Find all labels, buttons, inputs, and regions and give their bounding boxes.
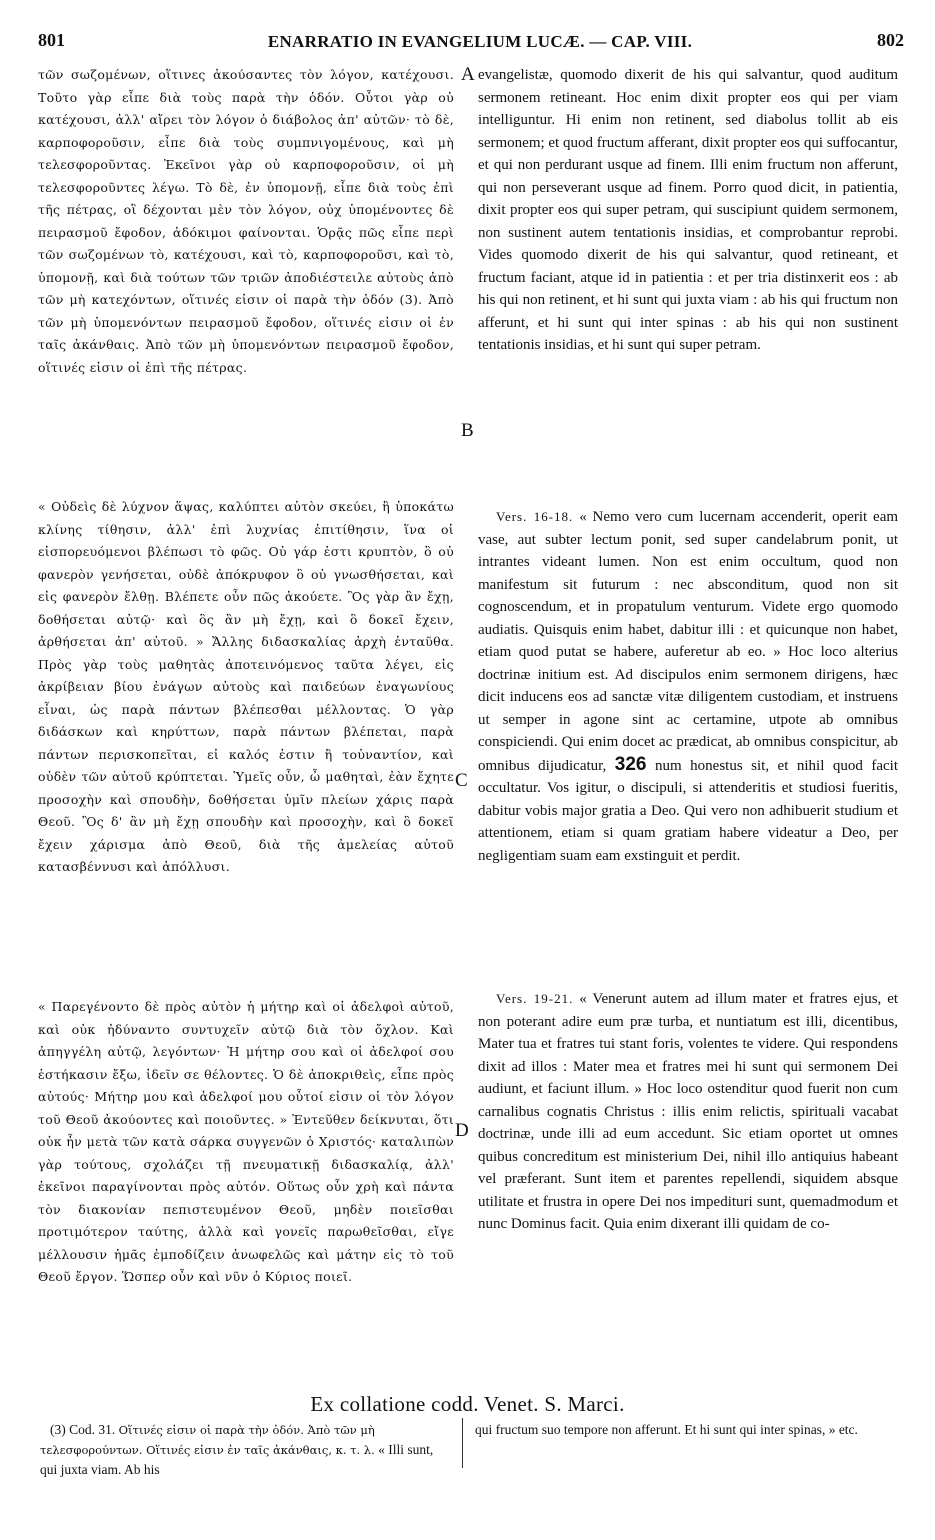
- latin-block-3: [478, 988, 898, 1236]
- footnote-3-latin: « Illi sunt, qui juxta viam. Ab his: [40, 1442, 434, 1477]
- footnote-3-continued: qui fructum suo tempore non afferunt. Et hi sunt qui inter spinas, » etc.: [475, 1422, 858, 1437]
- page-number-left: 801: [38, 30, 65, 50]
- greek-paragraph-3: « Παρεγένοντο δὲ πρὸς αὐτὸν ἡ μήτηρ καὶ οἱ ἀδελφοὶ αὐτοῦ, καὶ οὐκ ἠδύναντο συντυχεῖν αὐτῷ διὰ τὸν ὄχλον. Καὶ ἀπηγγέλη αὐτῷ, λεγόντων· Ἡ μήτηρ σου καὶ οἱ ἀδελφοί σου ἑστήκασιν ἔξω, ἰδεῖν σε θέλοντες. Ὁ δὲ ἀποκριθεὶς, εἶπε πρὸς αὐτούς· Μήτηρ μου καὶ ἀδελφοί μου οὗτοί εἰσιν οἱ τὸν λόγον τοῦ Θεοῦ ἀκούοντες καὶ ποιοῦντες. » Ἐντεῦθεν δείκνυται, ὅτι οὐκ ἦν μετὰ τῶν κατὰ σάρκα συγγενῶν ὁ Χριστός· καταλιπὼν γὰρ τούτους, σχολάζει τῇ πνευματικῇ διδασκαλίᾳ, ἀλλ' ἐκεῖνοι παραγίνονται πρὸς αὐτόν. Οὕτως οὖν χρὴ καὶ πάντα τὸν διακονίαν πεπιστευμένον Θεοῦ, μηδὲν ποιεῖσθαι προτιμότερον ταύτης, ἀλλὰ καὶ γονεῖς παρωθεῖσθαι, εἴγε μέλλουσιν ἡμᾶς ἐμποδίζειν ἀνωφελῶς καὶ μάτην εἰς τὸ τοῦ Θεοῦ ἔργον. Ὥσπερ οὖν καὶ νῦν ὁ Κύριος ποιεῖ.: [38, 999, 454, 1284]
- verse-ref-19-21: Vers. 19-21.: [496, 991, 574, 1006]
- running-header: [38, 30, 904, 60]
- greek-block-2: [38, 496, 454, 879]
- footnote-3: [40, 1420, 450, 1479]
- latin-block-1: [478, 64, 898, 357]
- margin-letter-d: D: [455, 1120, 469, 1141]
- latin-block-2: [478, 506, 898, 867]
- greek-paragraph-1: τῶν σωζομένων, οἵτινες ἀκούσαντες τὸν λόγον, κατέχουσι. Τοῦτο γὰρ εἶπε διὰ τοὺς παρὰ τὴν ὁδόν. Οὗτοι γὰρ οὐ κατέχουσι, ἀλλ' αἴρει τὸν λόγον ὁ διάβολος ἀπ' αὐτῶν· τὸ δὲ, καρποφοροῦσιν, εἶπε διὰ τοὺς συμπνιγομένους, καὶ μὴ τελεσφοροῦντας. Ἐκεῖνοι γὰρ οὐ καρποφοροῦσιν, οἱ μὴ τελεσφοροῦντες λέγω. Τὸ δὲ, ἐν ὑπομονῇ, εἶπε διὰ τοὺς ἐπὶ τῆς πέτρας, οἳ δέχονται μὲν τὸν λόγον, οὐχ ὑπομένοντες δὲ πειρασμοῦ ἔφοδον, ἀδόκιμοι φαίνονται. Ὁρᾷς πῶς εἶπε περὶ τῶν σωζομένων τὸ, κατέχουσι, καὶ τὸ, καρποφοροῦσι, καὶ τὸ, ὑπομονῇ, καὶ διὰ τούτων τῶν τριῶν ἀποδιέστειλε αὐτοὺς ἀπὸ τῶν μὴ κατεχόντων, οἵτινές εἰσιν οἱ παρὰ τὴν ὁδόν (3). Ἀπὸ τῶν μὴ ὑπομενόντων πειρασμοῦ ἔφοδον, οἵτινές εἰσιν οἱ ἐν ταῖς ἀκάνθαις. Ἀπὸ τῶν μὴ ὑπομενόντων πειρασμοῦ ἔφοδον, οἵτινές εἰσιν οἱ ἐπὶ τῆς πέτρας.: [38, 67, 454, 375]
- greek-block-3: [38, 996, 454, 1289]
- latin-paragraph-2: [478, 506, 898, 867]
- margin-letter-b: B: [461, 420, 474, 441]
- verse-ref-16-18: Vers. 16-18.: [496, 509, 574, 524]
- column-number-326: 326: [614, 753, 647, 775]
- footnote-3-greek: Οἵτινές εἰσιν οἱ παρὰ τὴν ὁδόν. Ἀπὸ τῶν μὴ τελεσφορούντων. Οἵτινές εἰσιν ἐν ταῖς ἀκάνθαις, κ. τ. λ.: [40, 1423, 375, 1457]
- latin-paragraph-2-text-a: « Nemo vero cum lucernam accenderit, operit eam vase, aut subter lectum ponit, sed super candelabrum ponit, ut intrantes videant lumen. Non est enim occultum, quod non manifestum sit futurum : nec absconditum, quod non sit cognoscendum, et in propatulum venturum. Videte ergo quomodo audiatis. Quisquis enim habet, dabitur illi : et quicunque non habet, etiam quod putat se habere, auferetur ab eo. » Hoc loco alterius doctrinæ initium est. Ad discipulos enim sermonem dirigens, hæc dicit inducens eos ad sanctæ vitæ diligentem custodiam, et instruens ut semper in agone sint ac certamine, utpote ab omnibus conspiciendi. Qui enim docet ac prædicat, ab omnibus conspicitur, ab omnibus dijudicatur,: [478, 509, 899, 774]
- page-number-right: 802: [877, 30, 904, 50]
- latin-paragraph-3-text: « Venerunt autem ad illum mater et fratres ejus, et non poterant adire eum præ turba, et nuntiatum est illi, dicentibus, Mater tua et fratres tui stant foris, volentes te videre. Qui respondens dixit ad illos : Mater mea et fratres mei hi sunt qui sermonem Dei audiunt, et faciunt illum. » Hoc loco ostenditur quod fuerit non cum carnalibus cognatis Christus : illis enim relictis, spirituali vacabat doctrinæ, unde illi ad eum accedunt. Sic etiam oportet ut omnes quibus concreditum est ministerium Dei, nihil illo antiquius habeant vel præferant. Sunt item et parentes repellendi, siquidem absque utilitate et frustra in opere Dei nos impedituri sunt, quemadmodum et nunc Dominus facit. Quia enim dixerant illi quidam de co-: [478, 991, 899, 1232]
- footnote-right: [475, 1420, 885, 1439]
- running-title: ENARRATIO IN EVANGELIUM LUCÆ. — CAP. VIII.: [267, 32, 693, 51]
- footnote-3-ref: (3) Cod. 31.: [50, 1422, 116, 1437]
- greek-block-1: [38, 64, 454, 379]
- greek-paragraph-2: « Οὐδεὶς δὲ λύχνον ἅψας, καλύπτει αὐτὸν σκεύει, ἢ ὑποκάτω κλίνης τίθησιν, ἀλλ' ἐπὶ λυχνίας ἐπιτίθησιν, ἵνα οἱ εἰσπορευόμενοι βλέπωσι τὸ φῶς. Οὐ γάρ ἐστι κρυπτὸν, ὃ οὐ φανερὸν γενήσεται, οὐδὲ ἀπόκρυφον ὃ οὐ γνωσθήσεται, καὶ εἰς φανερὸν ἔλθῃ. Βλέπετε οὖν πῶς ἀκούετε. Ὃς γὰρ ἂν ἔχῃ, δοθήσεται αὐτῷ· καὶ ὃς ἂν μὴ ἔχῃ, καὶ ὃ δοκεῖ ἔχειν, ἀρθήσεται ἀπ' αὐτοῦ. » Ἄλλης διδασκαλίας ἀρχὴ ἐνταῦθα. Πρὸς γὰρ τοὺς μαθητὰς ἀποτεινόμενος ταῦτα λέγει, εἰς ἀκρίβειαν βίου ἐνάγων αὐτοὺς καὶ παιδεύων ἐναγωνίους εἶναι, ὡς παρὰ πάντων βλέπεσθαι μέλλοντας. Ὁ γὰρ διδάσκων καὶ κηρύττων, παρὰ πάντων βλέπεται, παρὰ πάντων περισκοπεῖται, εἰ καλός ἐστιν ἢ τοὐναντίον, καὶ οὐδὲν τῶν αὐτοῦ κρύπτεται. Ὑμεῖς οὖν, ὦ μαθηταὶ, ἐὰν ἔχητε προσοχὴν καὶ σπουδὴν, δοθήσεται ὑμῖν πλείων χάρις παρὰ Θεοῦ. Ὃς δ' ἂν μὴ ἔχῃ σπουδὴν καὶ προσοχὴν, καὶ ὃ δοκεῖ ἔχειν χάρισμα ἀπὸ Θεοῦ, διὰ τῆς ἀμελείας αὐτοῦ κατασβέννυσι καὶ ἀπόλλυσι.: [38, 499, 454, 874]
- footnote-left: [40, 1420, 450, 1479]
- margin-letter-c: C: [455, 770, 468, 791]
- footnote-column-rule: [462, 1418, 463, 1468]
- latin-paragraph-3: [478, 988, 898, 1236]
- latin-paragraph-2-text-b: num honestus sit, et nihil quod facit occultatur. Vos igitur, o discipuli, si attenderitis et studiosi fueritis, dabitur vobis major gratia a Deo. Qui vero non adhibuerit studium et attentionem, etiam si quam gratiam habere videatur a Deo, per negligentiam suam eam exstinguit et perdit.: [478, 757, 899, 864]
- collation-heading: Ex collatione codd. Venet. S. Marci.: [310, 1392, 625, 1416]
- latin-paragraph-1: evangelistæ, quomodo dixerit de his qui salvantur, quod auditum sermonem retineant. Hoc enim dixit propter eos qui per viam intelliguntur. Hi enim non retinent, sed diabolus tollit ab eis sermonem; et quod fructum afferant, dixit propter eos qui suffocantur, et qui non perdurant usque ad finem. Illi enim fructum non afferunt, qui non perseverant usque ad finem. Porro quod dicit, in patientia, dixit propter eos qui super petram, qui suscipiunt quidem sermonem, non sustinent autem tentationis insidias, et comprobantur reprobi. Vides quomodo dixerit de his qui salvantur, quod retineant, et fructum faciant, atque id in patientia : et per tria distinxerit eos : ab his qui non retinent, et hi sunt qui juxta viam : ab his qui fructum non afferunt, et hi sunt qui inter spinas : ab his qui non sustinent tentationis insidias, et hi sunt qui super petram.: [478, 67, 898, 353]
- margin-letter-a: A: [461, 64, 475, 85]
